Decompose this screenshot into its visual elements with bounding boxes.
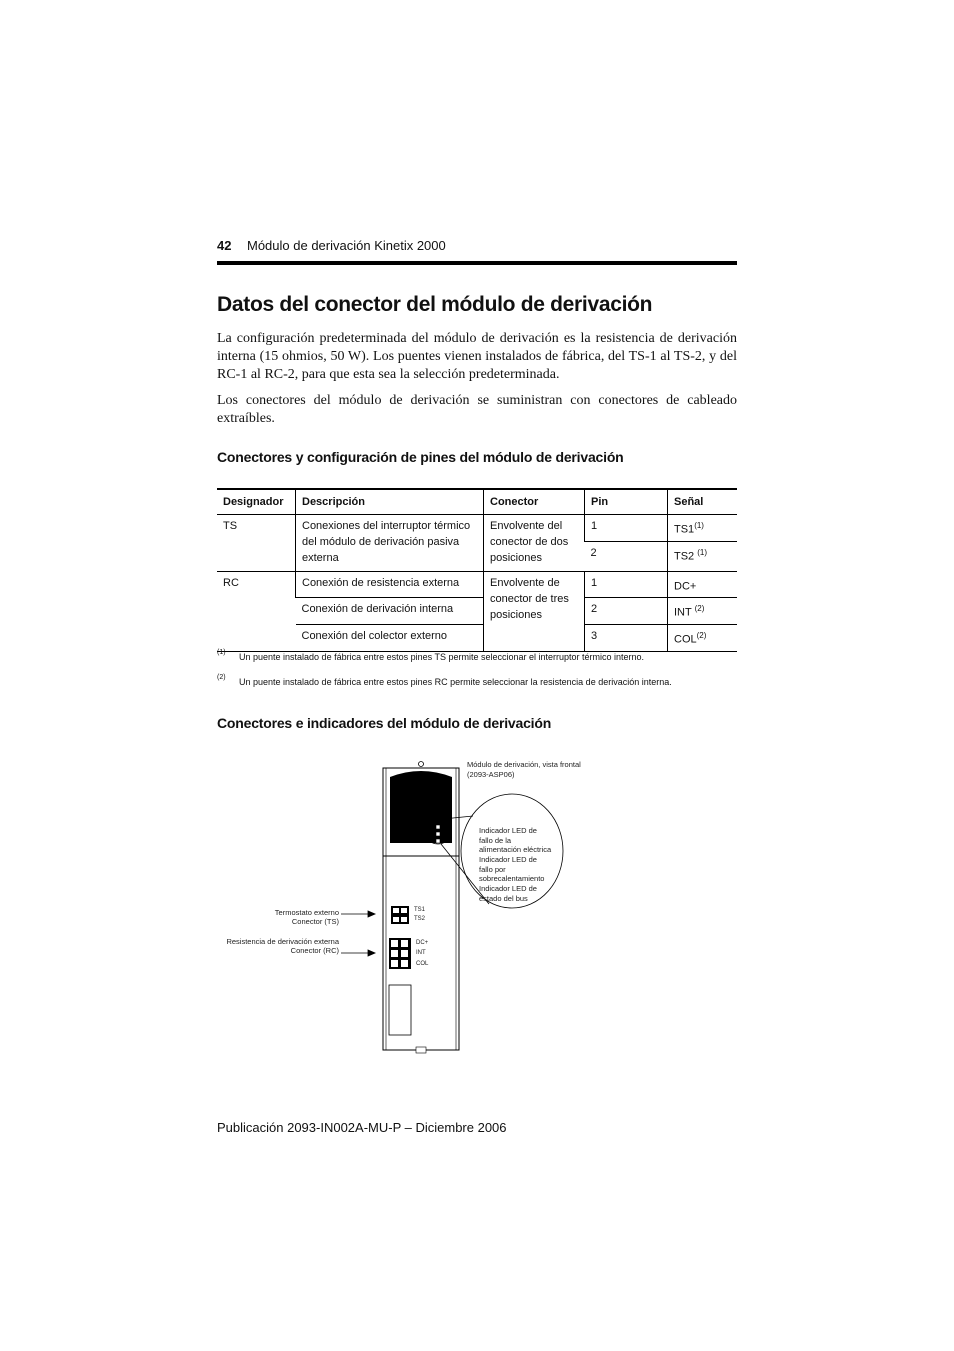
bus-status-led-icon [436, 839, 440, 843]
bottom-latch [416, 1047, 426, 1053]
cell-connector: Envolvente del conector de dos posiciones [484, 515, 585, 572]
col-header-pin: Pin [585, 489, 668, 515]
signal-text: INT [674, 606, 695, 619]
signal-text: DC+ [674, 580, 697, 593]
col-header-designator: Designador [217, 489, 296, 515]
cell-designator: RC [217, 571, 296, 651]
cell-signal [668, 624, 738, 651]
shunt-module-diagram [217, 755, 737, 1065]
table-header-row [217, 489, 737, 515]
led-label-line: Indicador LED de [479, 826, 537, 835]
table-row [217, 598, 737, 625]
section-title: Datos del conector del módulo de derivación [217, 293, 653, 316]
led-label-line: Indicador LED de [479, 884, 537, 893]
cell-signal [668, 571, 738, 598]
table-row [217, 571, 737, 598]
cell-description: Conexiones del interruptor térmico del módulo de derivación pasiva externa [296, 515, 484, 572]
connectors-paragraph: Los conectores del módulo de derivación se suministran con conectores de cableado extraíbles. [217, 393, 737, 426]
table-title: Conectores y configuración de pines del módulo de derivación [217, 449, 624, 465]
intro-paragraph: La configuración predeterminada del módulo de derivación es la resistencia de derivación interna (15 ohmios, 50 W). Los puentes vienen instalados de fábrica, del TS-1 al TS-2, y del RC-1 al RC-2, para que esta sea la selección predeterminada. [217, 331, 737, 382]
dc-pin-label: DC+ [416, 940, 429, 946]
cell-pin: 2 [585, 598, 668, 625]
rc-connector [389, 938, 411, 969]
led-label-line: fallo de la [479, 836, 512, 845]
overtemp-fault-led-icon [436, 832, 440, 836]
cell-signal [668, 598, 738, 625]
cell-signal [668, 515, 738, 542]
led-label-line: Indicador LED de [479, 855, 537, 864]
ts-callout-label: Termostato externo [274, 908, 339, 917]
pin-table [217, 488, 737, 652]
ts2-pin-label: TS2 [414, 916, 426, 922]
rc-callout-label: Conector (RC) [290, 946, 339, 955]
ts-connector [391, 906, 409, 924]
cell-designator: TS [217, 515, 296, 572]
led-label-line: alimentación eléctrica [479, 845, 552, 854]
cell-pin: 1 [585, 571, 668, 598]
led-label-line: fallo por [479, 865, 506, 874]
cell-connector: Envolvente de conector de tres posiciones [484, 571, 585, 651]
lower-window [389, 985, 411, 1035]
col-header-connector: Conector [484, 489, 585, 515]
col-header-description: Descripción [296, 489, 484, 515]
rc-callout-label: Resistencia de derivación externa [226, 937, 339, 946]
ts1-pin-label: TS1 [414, 907, 426, 913]
footnote-text: Un puente instalado de fábrica entre estos pines RC permite seleccionar la resistencia de derivación interna. [239, 677, 672, 687]
power-fault-led-icon [436, 825, 440, 829]
status-leds [436, 825, 440, 843]
running-title: Módulo de derivación Kinetix 2000 [247, 238, 446, 253]
cell-pin: 1 [585, 515, 668, 542]
footnote-ref: (2) [696, 630, 707, 640]
figure-title: Conectores e indicadores del módulo de derivación [217, 715, 552, 731]
cell-description: Conexión del colector externo [296, 624, 484, 651]
footnote-ref: (2) [694, 604, 705, 614]
table-row [217, 624, 737, 651]
callout-arrows [341, 911, 375, 956]
top-screw-icon [419, 762, 424, 767]
col-header-signal: Señal [668, 489, 738, 515]
cell-signal [668, 541, 738, 571]
int-pin-label: INT [416, 950, 426, 956]
cell-description: Conexión de resistencia externa [296, 571, 484, 598]
header-rule [217, 261, 737, 265]
ts-callout-label: Conector (TS) [291, 917, 339, 926]
signal-text: TS1 [674, 523, 695, 536]
footnote-mark: (2) [217, 674, 226, 681]
footnote-mark: (1) [217, 649, 226, 656]
publication-footer: Publicación 2093-IN002A-MU-P – Diciembre 2006 [217, 1120, 507, 1135]
footnote-ref: (1) [697, 547, 708, 557]
led-label-line: estado del bus [479, 894, 528, 903]
page-number: 42 [217, 238, 232, 253]
front-panel-cover [390, 771, 452, 843]
front-view-label: Módulo de derivación, vista frontal [467, 760, 581, 769]
signal-text: TS2 [674, 550, 698, 563]
col-pin-label: COL [416, 961, 429, 967]
front-view-part: (2093-ASP06) [467, 770, 515, 779]
cell-pin: 3 [585, 624, 668, 651]
footnote-ref: (1) [694, 521, 704, 530]
cell-description: Conexión de derivación interna [296, 598, 484, 625]
signal-text: COL [674, 633, 697, 646]
cell-pin: 2 [585, 541, 668, 571]
table-row [217, 515, 737, 542]
led-label-line: sobrecalentamiento [479, 874, 545, 883]
footnote-text: Un puente instalado de fábrica entre estos pines TS permite seleccionar el interruptor térmico interno. [239, 652, 645, 662]
